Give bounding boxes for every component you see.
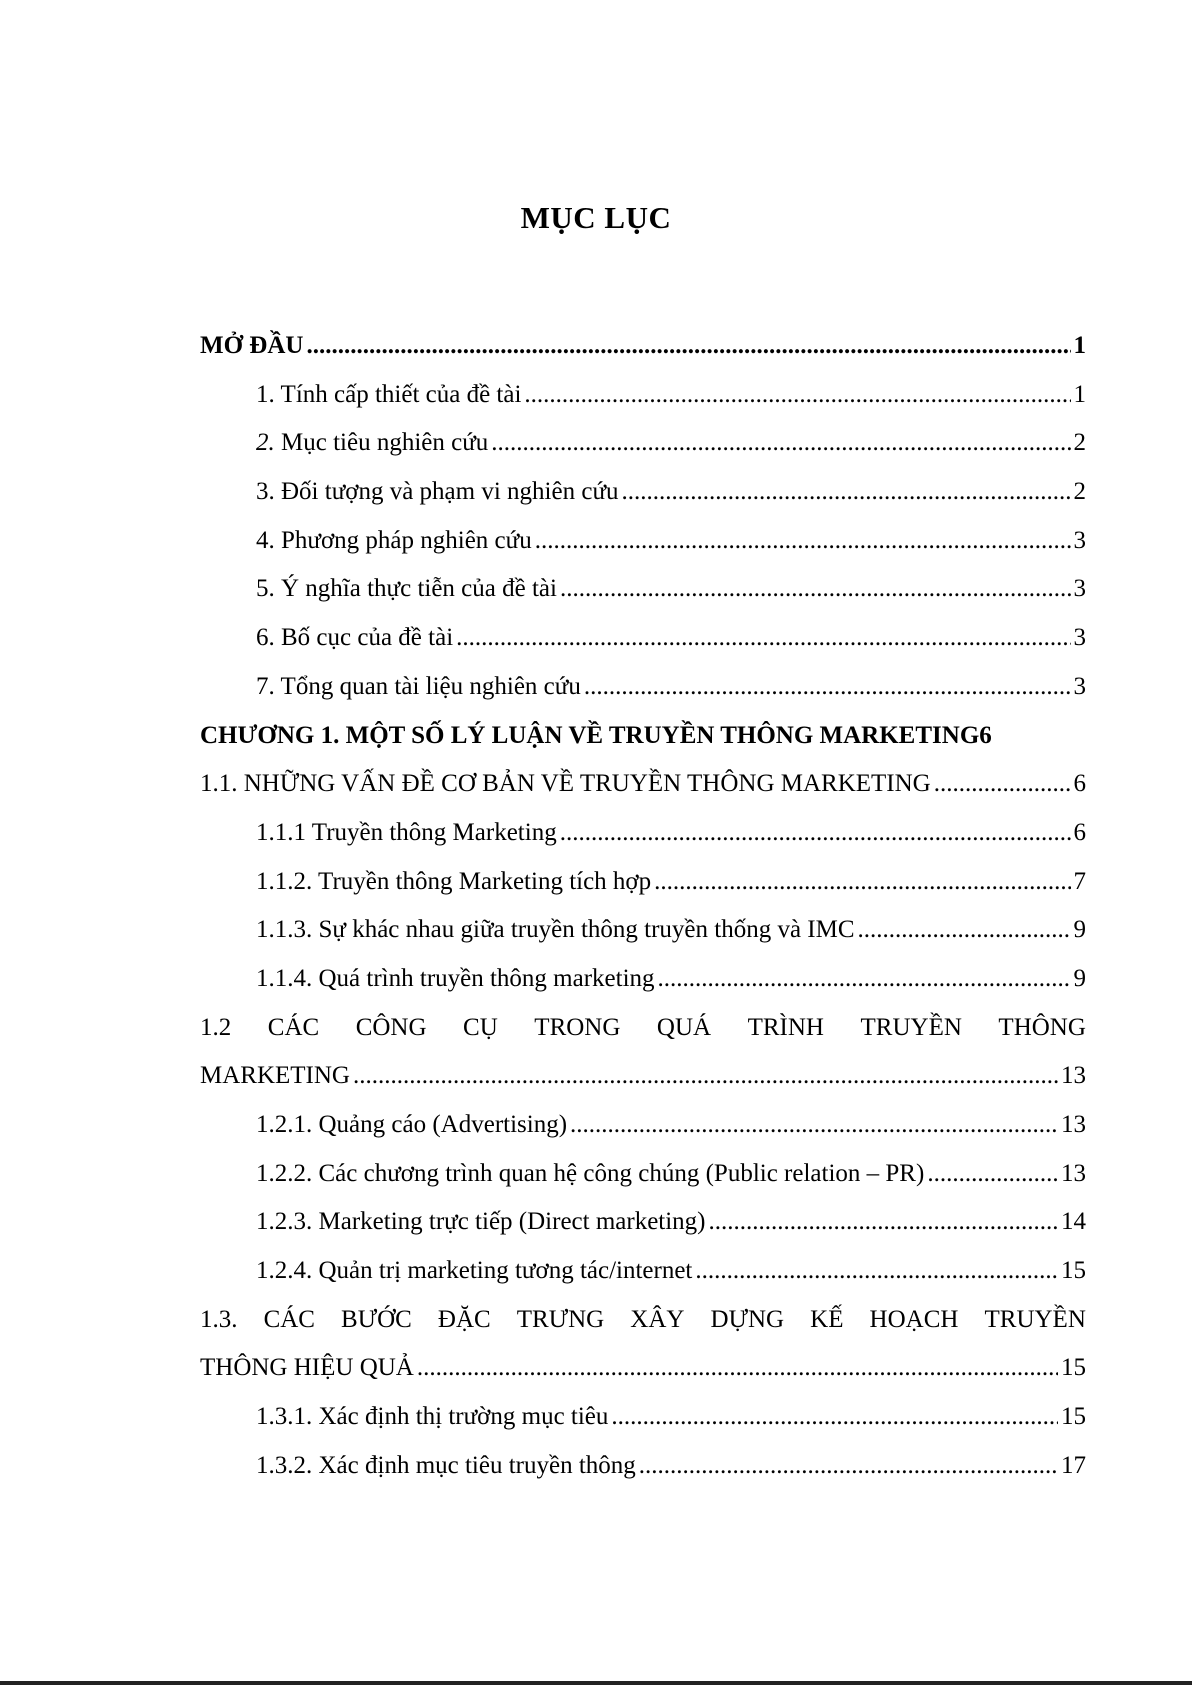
toc-entry-title: 1.1.2. Truyền thông Marketing tích hợp [256,867,652,895]
toc-leader-dots [858,906,1071,955]
toc-entry-1-3-line1[interactable] [200,1296,1086,1345]
toc-entry-text: Ý nghĩa thực tiễn của đề tài [274,575,557,603]
toc-leader-dots [611,1393,1058,1442]
toc-leader-dots [639,1442,1058,1491]
toc-page-number: 15 [1061,1403,1086,1431]
toc-leader-dots [695,1247,1058,1296]
toc-word: THÔNG [998,1013,1086,1041]
toc-page-number: 15 [1061,1354,1086,1382]
toc-leader-dots [417,1344,1058,1393]
toc-page-number: 9 [1073,964,1086,992]
toc-entry-mo-dau[interactable] [200,322,1086,371]
toc-entry-1-3-line2[interactable] [200,1344,1086,1393]
toc-page-number: 13 [1061,1111,1086,1138]
toc-entry-1-1-2[interactable] [200,858,1086,907]
toc-entry-title: 1.3.2. Xác định mục tiêu truyền thông [256,1451,636,1479]
toc-entry-title: 1.1.4. Quá trình truyền thông marketing [256,964,655,992]
toc-word: XÂY [630,1305,685,1333]
toc-entry-bo-cuc[interactable] [200,614,1086,663]
toc-entry-text: Tổng quan tài liệu nghiên cứu [274,672,581,700]
toc-entry-muc-tieu[interactable] [200,419,1086,468]
toc-leader-dots [934,760,1071,809]
toc-leader-dots [306,322,1070,371]
toc-entry-1-3-1[interactable] [200,1393,1086,1442]
toc-entry-title: 1.1.3. Sự khác nhau giữa truyền thông truyền thống và IMC [256,916,855,944]
toc-entry-1-2-4[interactable] [200,1247,1086,1296]
toc-entry-number: 6. [256,624,275,652]
toc-word: ĐẶC [437,1305,491,1333]
toc-entry-1-1[interactable] [200,760,1086,809]
toc-entry-doi-tuong[interactable] [200,468,1086,517]
toc-word: TRƯNG [516,1305,605,1333]
toc-page-number: 15 [1061,1257,1086,1285]
toc-leader-dots [570,1101,1058,1150]
toc-leader-dots [535,517,1071,566]
toc-word: HOẠCH [869,1305,959,1333]
toc-word: CÔNG [355,1013,427,1041]
toc-entry-y-nghia[interactable] [200,565,1086,614]
toc-page-number: 17 [1061,1451,1086,1479]
toc-page-number: 3 [1073,672,1086,700]
toc-word: 1.3. [200,1305,238,1333]
page-bottom-edge [0,1681,1192,1685]
toc-entry-title [256,419,488,468]
toc-entry-1-1-1[interactable] [200,809,1086,858]
toc-entry-number: 7. [256,672,275,700]
toc-word: TRONG [534,1013,621,1041]
toc-entry-title [256,371,521,420]
toc-page-number: 6 [1073,770,1086,798]
toc-entry-tong-quan[interactable] [200,663,1086,712]
toc-page-number: 13 [1061,1159,1086,1187]
toc-entry-text: Bố cục của đề tài [274,624,454,652]
toc-word: 1.2 [200,1013,232,1041]
toc-entry-number: 4. [256,526,275,554]
toc-entry-text: Đối tượng và phạm vi nghiên cứu [274,478,619,506]
toc-entry-1-2-line1[interactable] [200,1004,1086,1053]
toc-page-number: 2 [1073,478,1086,506]
toc-entry-1-3-2[interactable] [200,1442,1086,1491]
toc-word: DỰNG [710,1305,785,1333]
toc-entry-chuong-1[interactable] [200,712,1086,761]
toc-word: CÁC [263,1305,315,1333]
toc-entry-title: 1.2.3. Marketing trực tiếp (Direct marketing) [256,1208,706,1236]
toc-entry-title [256,663,581,712]
toc-word: TRUYỀN [984,1305,1086,1333]
toc-entry-title: MARKETING [200,1062,350,1090]
toc-leader-dots [927,1150,1058,1199]
toc-entry-title: MỞ ĐẦU [200,332,304,359]
toc-entry-number: 3. [256,478,275,506]
toc-entry-title: 1.2.2. Các chương trình quan hệ công chúng (Public relation – PR) [256,1159,925,1187]
toc-page-number: 7 [1073,867,1086,895]
toc-word: TRÌNH [747,1013,824,1041]
toc-word: KẾ [810,1305,844,1333]
toc-leader-dots [654,858,1070,907]
toc-entry-1-1-4[interactable] [200,955,1086,1004]
toc-page-number: 13 [1061,1062,1086,1090]
toc-entry-title: CHƯƠNG 1. MỘT SỐ LÝ LUẬN VỀ TRUYỀN THÔNG MARKETING6 [200,721,992,749]
toc-entry-phuong-phap[interactable] [200,517,1086,566]
toc-leader-dots [560,565,1071,614]
toc-page-number: 1 [1073,380,1086,408]
toc-entry-title [256,565,557,614]
toc-entry-number: 2. [256,429,275,457]
toc-entry-1-2-3[interactable] [200,1198,1086,1247]
toc-page-number: 14 [1061,1208,1086,1236]
toc-word: TRUYỀN [860,1013,962,1041]
toc-entry-title: 1.2.1. Quảng cáo (Advertising) [256,1111,568,1138]
toc-word: CÁC [267,1013,320,1041]
toc-entry-title: THÔNG HIỆU QUẢ [200,1354,414,1382]
toc-leader-dots [491,419,1070,468]
toc-entry-1-2-line2[interactable] [200,1052,1086,1101]
toc-entry-1-2-1[interactable] [200,1101,1086,1150]
toc-entry-text: Mục tiêu nghiên cứu [274,429,489,457]
toc-word: QUÁ [656,1013,712,1041]
toc-entry-1-1-3[interactable] [200,906,1086,955]
toc-entry-title: 1.1. NHỮNG VẤN ĐỀ CƠ BẢN VỀ TRUYỀN THÔNG MARKETING [200,770,931,798]
toc-leader-dots [622,468,1071,517]
toc-leader-dots [709,1198,1058,1247]
toc-entry-title: 1.1.1 Truyền thông Marketing [256,818,557,846]
toc-page-number: 3 [1073,575,1086,603]
toc-page-number: 9 [1073,916,1086,944]
toc-leader-dots [560,809,1071,858]
toc-page-number: 6 [1073,818,1086,846]
table-of-contents [200,322,1086,1491]
toc-entry-title: 1.2.4. Quản trị marketing tương tác/internet [256,1257,693,1285]
toc-leader-dots [524,371,1070,420]
toc-entry-text: Tính cấp thiết của đề tài [274,380,522,408]
toc-word: BƯỚC [341,1305,412,1333]
toc-entry-number: 5. [256,575,275,603]
toc-leader-dots [456,614,1070,663]
toc-entry-number: 1. [256,380,275,408]
toc-page-number: 3 [1073,624,1086,652]
toc-entry-title: 1.3.1. Xác định thị trường mục tiêu [256,1403,609,1431]
toc-leader-dots [353,1052,1058,1101]
toc-leader-dots [584,663,1071,712]
toc-page-number: 3 [1073,526,1086,554]
toc-entry-title [256,468,619,517]
toc-entry-1-2-2[interactable] [200,1150,1086,1199]
toc-page-number: 1 [1073,332,1086,359]
toc-entry-title [256,517,532,566]
toc-word: CỤ [463,1013,498,1041]
toc-page-number: 2 [1073,429,1086,457]
toc-leader-dots [658,955,1071,1004]
page-title: MỤC LỤC [520,200,672,235]
toc-entry-title [256,614,453,663]
toc-entry-tinh-cap-thiet[interactable] [200,371,1086,420]
toc-entry-text: Phương pháp nghiên cứu [274,526,532,554]
